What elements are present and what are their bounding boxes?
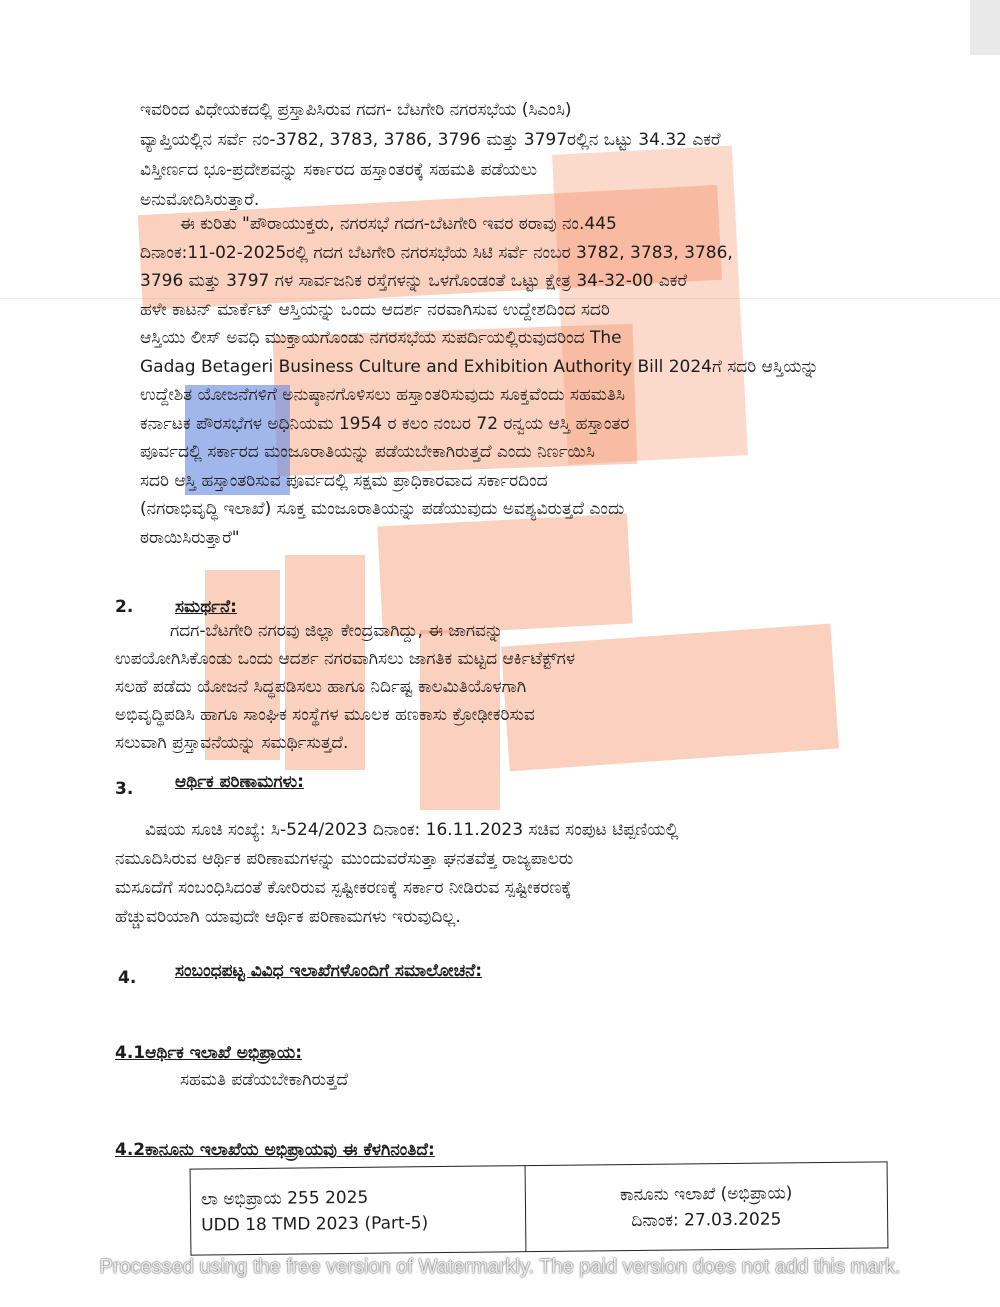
section-2-title: ಸಮರ್ಥನೆ: (175, 597, 237, 617)
section-4-1-title: 4.1ಆರ್ಥಿಕ ಇಲಾಖೆ ಅಭಿಪ್ರಾಯ: (115, 1043, 303, 1063)
reference-cell-right (525, 1162, 888, 1252)
text-line: ಸಲುವಾಗಿ ಪ್ರಸ್ತಾವನೆಯನ್ನು ಸಮರ್ಥಿಸುತ್ತದೆ. (115, 733, 349, 753)
text-line: ವ್ಯಾಪ್ತಿಯಲ್ಲಿನ ಸರ್ವೆ ನಂ-3782, 3783, 3786, 3796 ಮತ್ತು 3797ರಲ್ಲಿನ ಒಟ್ಟು 34.32 ಎಕರೆ (140, 130, 721, 150)
text-line: ಠರಾಯಿಸಿರುತ್ತಾರೆ" (140, 527, 240, 548)
law-opinion-number: ಲಾ ಅಭಿಪ್ರಾಯ 255 2025 (200, 1187, 369, 1210)
text-line: ವಿಷಯ ಸೂಚಿ ಸಂಖ್ಯೆ: ಸಿ-524/2023 ದಿನಾಂಕ: 16.11.2023 ಸಚಿವ ಸಂಪುಟ ಟಿಪ್ಪಣಿಯಲ್ಲಿ (145, 820, 679, 840)
section-4-title: ಸಂಬಂಧಪಟ್ಟ ವಿವಿಧ ಇಲಾಖೆಗಳೊಂದಿಗೆ ಸಮಾಲೋಚನೆ: (175, 961, 483, 981)
reference-cell-left (190, 1166, 525, 1255)
text-line: ಹಳೇ ಕಾಟನ್ ಮಾರ್ಕೆಟ್ ಆಸ್ತಿಯನ್ನು ಒಂದು ಆದರ್ಶ ನರವಾಗಿಸುವ ಉದ್ದೇಶದಿಂದ ಸದರಿ (140, 299, 610, 320)
text-line: ಹೆಚ್ಚುವರಿಯಾಗಿ ಯಾವುದೇ ಆರ್ಥಿಕ ಪರಿಣಾಮಗಳು ಇರುವುದಿಲ್ಲ. (115, 907, 461, 927)
udd-file-number: UDD 18 TMD 2023 (Part-5) (201, 1212, 429, 1236)
text-line: ದಿನಾಂಕ:11-02-2025ರಲ್ಲಿ ಗದಗ ಬೆಟಗೇರಿ ನಗರಸಭೆಯ ಸಿಟಿ ಸರ್ವೆ ನಂಬರ 3782, 3783, 3786, (140, 242, 733, 263)
text-line: ಸದರಿ ಆಸ್ತಿ ಹಸ್ತಾಂತರಿಸುವ ಪೂರ್ವದಲ್ಲಿ ಸಕ್ಷಮ ಪ್ರಾಧಿಕಾರವಾದ ಸರ್ಕಾರದಿಂದ (140, 470, 548, 491)
text-line: ಗದಗ-ಬೆಟಗೇರಿ ನಗರವು ಜಿಲ್ಲಾ ಕೇಂದ್ರವಾಗಿದ್ದು, ಈ ಜಾಗವನ್ನು (170, 621, 504, 641)
section-3-title: ಆರ್ಥಿಕ ಪರಿಣಾಮಗಳು: (175, 772, 304, 792)
section-4-1-text: ಸಹಮತಿ ಪಡೆಯಬೇಕಾಗಿರುತ್ತದೆ (180, 1070, 349, 1090)
text-line: ಅನುಮೋದಿಸಿರುತ್ತಾರೆ. (140, 190, 260, 210)
scan-corner-shadow (970, 0, 1000, 55)
law-department-label: ಕಾನೂನು ಇಲಾಖೆ (ಅಭಿಪ್ರಾಯ) (619, 1182, 793, 1205)
text-line: 3796 ಮತ್ತು 3797 ಗಳ ಸಾರ್ವಜನಿಕ ರಸ್ತೆಗಳನ್ನು ಒಳಗೊಂಡಂತೆ ಒಟ್ಟು ಕ್ಷೇತ್ರ 34-32-00 ಎಕರೆ (140, 271, 688, 291)
text-line: ಅಭಿವೃದ್ಧಿಪಡಿಸಿ ಹಾಗೂ ಸಾಂಘಿಕ ಸಂಸ್ಥೆಗಳ ಮೂಲಕ ಹಣಕಾಸು ಕ್ರೋಢೀಕರಿಸುವ (115, 705, 535, 725)
text-line: Gadag Betageri Business Culture and Exhibition Authority Bill 2024ಗೆ ಸದರಿ ಆಸ್ತಿಯನ್ನು (140, 356, 819, 377)
text-line: ನಮೂದಿಸಿರುವ ಆರ್ಥಿಕ ಪರಿಣಾಮಗಳನ್ನು ಮುಂದುವರೆಸುತ್ತಾ ಘನತವೆತ್ತ ರಾಜ್ಯಪಾಲರು (115, 849, 574, 869)
text-line: ಮಸೂದೆಗೆ ಸಂಬಂಧಿಸಿದಂತೆ ಕೋರಿರುವ ಸ್ಪಷ್ಟೀಕರಣಕ್ಕೆ ಸರ್ಕಾರ ನೀಡಿರುವ ಸ್ಪಷ್ಟೀಕರಣಕ್ಕೆ (115, 878, 572, 898)
opinion-date: ದಿನಾಂಕ: 27.03.2025 (631, 1208, 782, 1231)
section-3-number: 3. (115, 779, 134, 799)
section-4-2-title: 4.2ಕಾನೂನು ಇಲಾಖೆಯ ಅಭಿಪ್ರಾಯವು ಈ ಕೆಳಗಿನಂತಿದೆ: (115, 1140, 435, 1160)
text-line: ಉಪಯೋಗಿಸಿಕೊಂಡು ಒಂದು ಆದರ್ಶ ನಗರವಾಗಿಸಲು ಜಾಗತಿಕ ಮಟ್ಟದ ಆರ್ಕಿಟೆಕ್ಟ್‌ಗಳ (115, 649, 576, 669)
resolution-paragraph (140, 210, 885, 552)
text-line: ಆಸ್ತಿಯು ಲೀಸ್ ಅವಧಿ ಮುಕ್ತಾಯಗೊಂಡು ನಗರಸಭೆಯ ಸುಪರ್ದಿಯಲ್ಲಿರುವುದರಿಂದ The (140, 328, 622, 348)
text-line: ಈ ಕುರಿತು "ಪೌರಾಯುಕ್ತರು, ನಗರಸಭೆ ಗದಗ-ಬೆಟಗೇರಿ ಇವರ ಠರಾವು ನಂ.445 (180, 214, 617, 234)
text-line: ಉದ್ದೇಶಿತ ಯೋಜನೆಗಳಿಗೆ ಅನುಷ್ಠಾನಗೊಳಿಸಲು ಹಸ್ತಾಂತರಿಸುವುದು ಸೂಕ್ತವೆಂದು ಸಹಮತಿಸಿ (140, 385, 625, 405)
reference-table (190, 1161, 889, 1255)
table-row (190, 1162, 888, 1255)
section-4-number: 4. (118, 968, 137, 988)
watermark-text: Processed using the free version of Watermarkly. The paid version does not add this mark. (99, 1256, 901, 1278)
section-2-number: 2. (115, 597, 134, 617)
intro-paragraph (140, 95, 885, 215)
text-line: ಕರ್ನಾಟಕ ಪೌರಸಭೆಗಳ ಅಧಿನಿಯಮ 1954 ರ ಕಲಂ ನಂಬರ 72 ರನ್ವಯ ಆಸ್ತಿ ಹಸ್ತಾಂತರ (140, 413, 630, 434)
text-line: ಸಲಹೆ ಪಡೆದು ಯೋಜನೆ ಸಿದ್ಧಪಡಿಸಲು ಹಾಗೂ ನಿರ್ದಿಷ್ಟ ಕಾಲಮಿತಿಯೊಳಗಾಗಿ (115, 677, 527, 697)
section-2-body (115, 617, 905, 757)
section-3-body (115, 816, 910, 932)
text-line: ಇವರಿಂದ ವಿಧೇಯಕದಲ್ಲಿ ಪ್ರಸ್ತಾಪಿಸಿರುವ ಗದಗ- ಬೆಟಗೇರಿ ನಗರಸಭೆಯ (ಸಿಎಂಸಿ) (140, 100, 572, 120)
text-line: ವಿಸ್ತೀರ್ಣದ ಭೂ-ಪ್ರದೇಶವನ್ನು ಸರ್ಕಾರದ ಹಸ್ತಾಂತರಕ್ಕೆ ಸಹಮತಿ ಪಡೆಯಲು (140, 160, 538, 180)
text-line: ಪೂರ್ವದಲ್ಲಿ ಸರ್ಕಾರದ ಮಂಜೂರಾತಿಯನ್ನು ಪಡೆಯಬೇಕಾಗಿರುತ್ತದೆ ಎಂದು ನಿರ್ಣಯಿಸಿ (140, 442, 595, 462)
text-line: (ನಗರಾಭಿವೃದ್ಧಿ ಇಲಾಖೆ) ಸೂಕ್ತ ಮಂಜೂರಾತಿಯನ್ನು ಪಡೆಯುವುದು ಅವಶ್ಯವಿರುತ್ತದೆ ಎಂದು (140, 499, 625, 519)
